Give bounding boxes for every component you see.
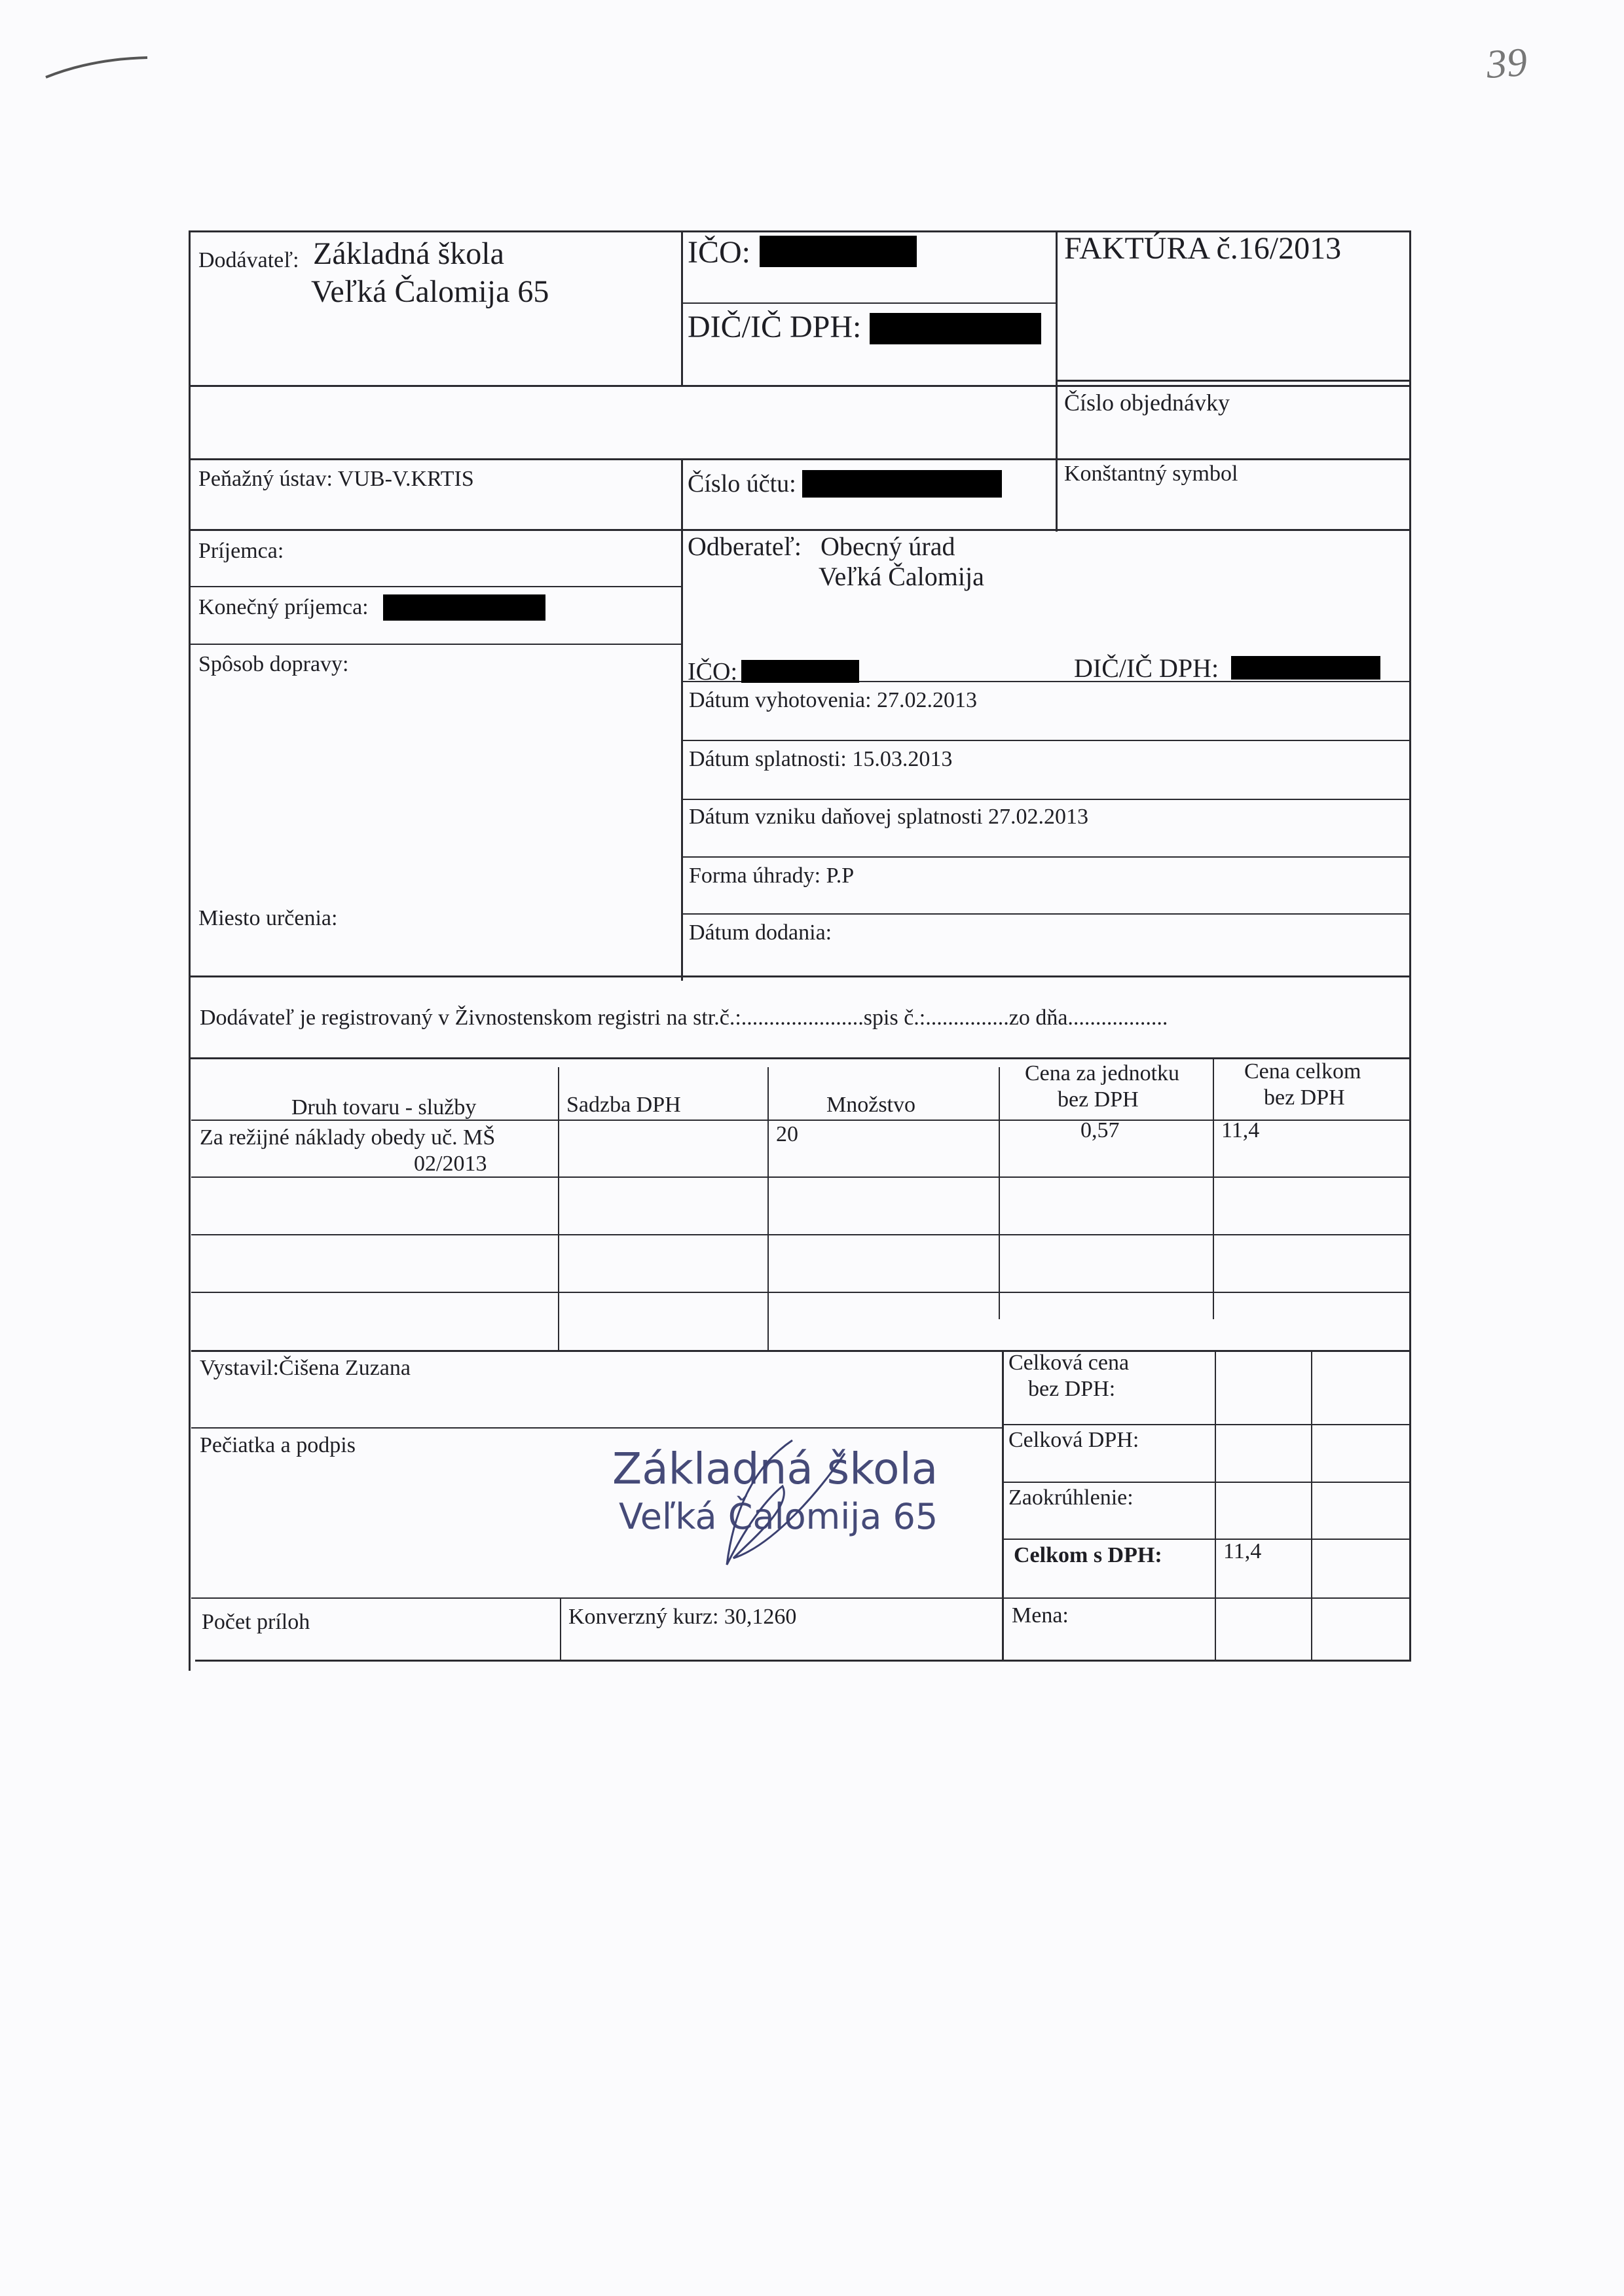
- net-total-label-1: Celková cena: [1008, 1351, 1130, 1375]
- customer-name: Obecný úrad: [821, 532, 955, 561]
- net-total-label-2: bez DPH:: [1028, 1377, 1116, 1401]
- final-recipient-label: Konečný príjemca:: [198, 595, 369, 619]
- table-row-goods-line1: Za režijné náklady obedy uč. MŠ: [200, 1125, 496, 1150]
- attachments-label: Počet príloh: [202, 1610, 310, 1634]
- invoice-title: FAKTÚRA č.16/2013: [1064, 231, 1342, 266]
- redacted-customer-ico: [741, 660, 859, 683]
- table-row-total: 11,4: [1221, 1118, 1260, 1142]
- constant-symbol-label: Konštantný symbol: [1064, 462, 1238, 486]
- stamp-signature-label: Pečiatka a podpis: [200, 1433, 356, 1457]
- table-row-goods-line2: 02/2013: [414, 1152, 487, 1176]
- customer-address: Veľká Čalomija: [819, 562, 984, 591]
- border-bottom: [195, 1660, 1411, 1662]
- col-quantity-header: Množstvo: [826, 1093, 915, 1117]
- registration-note: Dodávateľ je registrovaný v Živnostenskom registri na str.č.:......................spis č.:...............zo dňa..................: [200, 1006, 1168, 1030]
- supplier-label: Dodávateľ:: [198, 248, 299, 272]
- school-stamp-line1: Základná škola: [612, 1444, 938, 1494]
- recipient-label: Príjemca:: [198, 539, 284, 563]
- school-stamp-line2: Veľká Čalomija 65: [619, 1496, 938, 1537]
- delivery-date-label: Dátum dodania:: [689, 920, 832, 945]
- page-number: 39: [1485, 39, 1529, 88]
- supplier-address: Veľká Čalomija 65: [311, 274, 549, 309]
- redacted-customer-dic: [1231, 656, 1380, 680]
- issued-by: Vystavil:Čišena Zuzana: [200, 1356, 411, 1380]
- table-row-quantity: 20: [776, 1122, 798, 1146]
- destination-label: Miesto určenia:: [198, 906, 338, 930]
- supplier-ico-label: IČO:: [688, 235, 750, 270]
- order-number-label: Číslo objednávky: [1064, 390, 1230, 416]
- issue-date: Dátum vyhotovenia: 27.02.2013: [689, 688, 978, 712]
- redacted-supplier-ico: [760, 236, 917, 267]
- col-goods-header: Druh tovaru - služby: [291, 1095, 477, 1120]
- col-total-header-2: bez DPH: [1264, 1085, 1345, 1110]
- border-left: [189, 230, 191, 1671]
- col-total-header-1: Cena celkom: [1244, 1059, 1361, 1084]
- col-unit-price-header-2: bez DPH: [1058, 1087, 1139, 1112]
- pen-stroke-mark: [39, 46, 157, 85]
- signature: [694, 1427, 864, 1584]
- payment-form: Forma úhrady: P.P: [689, 864, 855, 888]
- bank-label: Peňažný ústav: VUB-V.KRTIS: [198, 467, 474, 491]
- redacted-supplier-dic: [870, 313, 1041, 344]
- col-vat-rate-header: Sadzba DPH: [566, 1093, 681, 1117]
- currency-label: Mena:: [1012, 1603, 1069, 1628]
- vat-total-label: Celková DPH:: [1008, 1428, 1139, 1452]
- col-unit-price-header-1: Cena za jednotku: [1025, 1061, 1180, 1085]
- account-label: Číslo účtu:: [688, 470, 796, 498]
- customer-dic-label: DIČ/IČ DPH:: [1074, 653, 1219, 683]
- supplier-name: Základná škola: [313, 236, 504, 271]
- grand-total-value: 11,4: [1223, 1539, 1262, 1563]
- border-right: [1409, 230, 1411, 1662]
- customer-label: Odberateľ:: [688, 532, 802, 561]
- redacted-account-number: [802, 470, 1002, 498]
- redacted-final-recipient: [383, 594, 545, 621]
- customer-ico-label: IČO:: [688, 658, 737, 685]
- grand-total-label: Celkom s DPH:: [1014, 1543, 1162, 1567]
- exchange-rate: Konverzný kurz: 30,1260: [568, 1605, 797, 1629]
- supplier-dic-label: DIČ/IČ DPH:: [688, 310, 862, 344]
- tax-date: Dátum vzniku daňovej splatnosti 27.02.2013: [689, 805, 1089, 829]
- due-date: Dátum splatnosti: 15.03.2013: [689, 747, 953, 771]
- table-row-unit-price: 0,57: [1080, 1118, 1120, 1142]
- rounding-label: Zaokrúhlenie:: [1008, 1485, 1134, 1510]
- transport-label: Spôsob dopravy:: [198, 652, 349, 676]
